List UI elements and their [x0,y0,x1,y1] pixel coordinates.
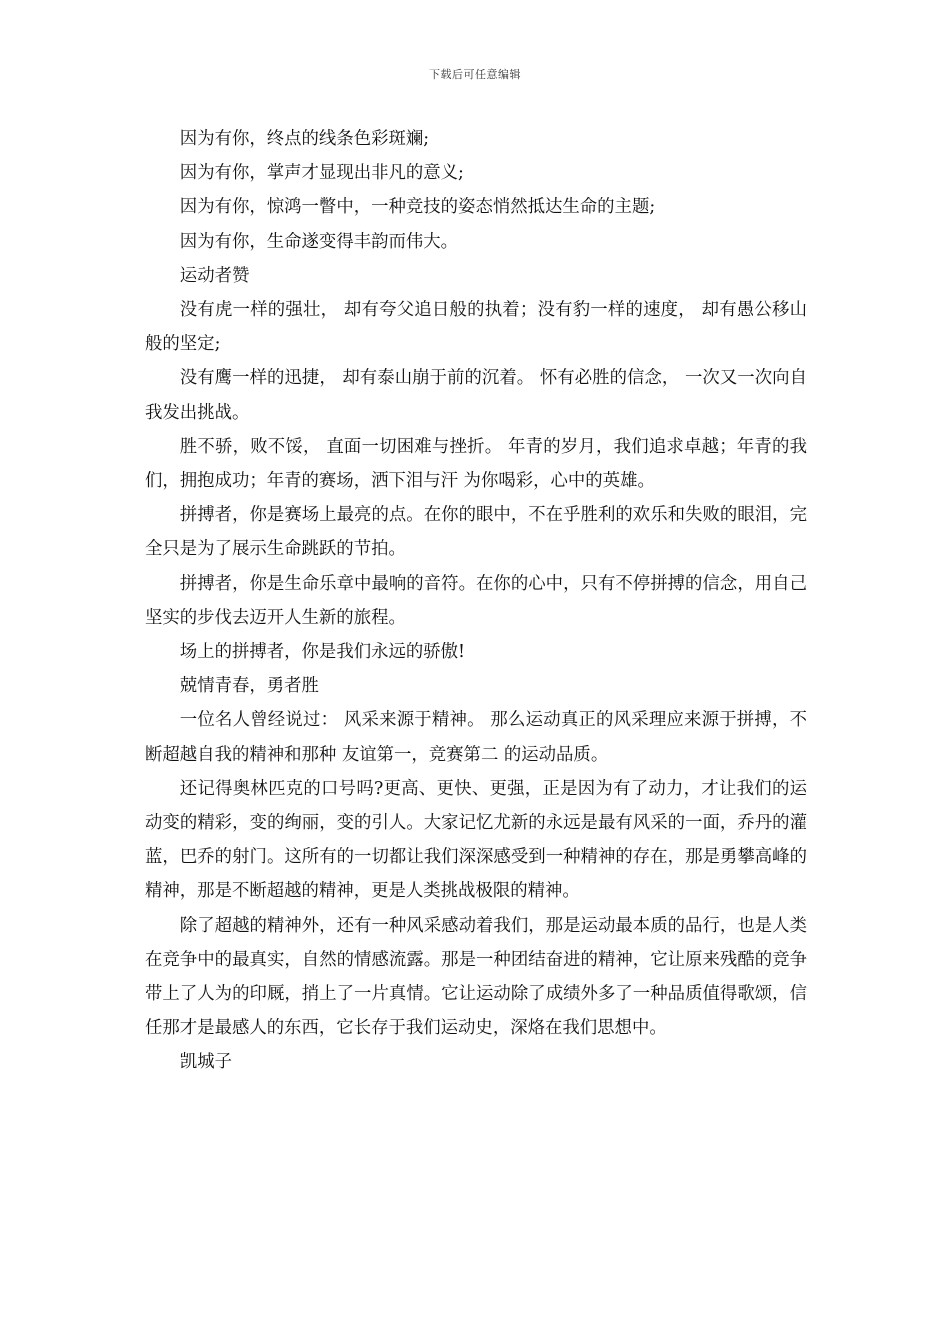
paragraph: 拼搏者，你是生命乐章中最响的音符。在你的心中，只有不停拼搏的信念，用自己坚实的步伐去迈开人生新的旅程。 [145,573,807,628]
paragraph: 没有虎一样的强壮， 却有夸父追日般的执着；没有豹一样的速度， 却有愚公移山般的坚定; [145,300,807,355]
paragraph: 因为有你，生命遂变得丰韵而伟大。 [179,231,459,252]
document-body [145,122,807,1080]
page-header: 下载后可任意编辑 [429,68,521,81]
section-title: 兢情青春，勇者胜 [179,676,319,697]
paragraph: 没有鹰一样的迅捷， 却有泰山崩于前的沉着。 怀有必胜的信念， 一次又一次向自我发出挑战。 [145,368,807,423]
paragraph: 还记得奥林匹克的口号吗?更高、更快、更强，正是因为有了动力，才让我们的运动变的精彩，变的绚丽，变的引人。大家记忆尤新的永远是最有风采的一面，乔丹的灌蓝，巴乔的射门。这所有的一切都让我们深深感受到一种精神的存在，那是勇攀高峰的精神，那是不断超越的精神，更是人类挑战极限的精神。 [145,778,807,902]
section-title: 凯城子 [179,1052,232,1073]
paragraph: 胜不骄，败不馁， 直面一切困难与挫折。 年青的岁月，我们追求卓越；年青的我们，拥抱成功；年青的赛场，洒下泪与汗 为你喝彩，心中的英雄。 [145,436,807,492]
paragraph: 因为有你，惊鸿一瞥中，一种竞技的姿态悄然抵达生命的主题; [179,197,656,218]
paragraph: 因为有你，掌声才显现出非凡的意义; [179,163,464,184]
paragraph: 因为有你，终点的线条色彩斑斓; [179,129,430,149]
paragraph: 拼搏者，你是赛场上最亮的点。在你的眼中，不在乎胜利的欢乐和失败的眼泪，完全只是为了展示生命跳跃的节拍。 [145,505,807,560]
section-title: 运动者赞 [179,265,250,286]
paragraph: 一位名人曾经说过： 风采来源于精神。 那么运动真正的风采理应来源于拼搏，不断超越自我的精神和那种 友谊第一，竞赛第二 的运动品质。 [145,710,807,765]
paragraph: 除了超越的精神外，还有一种风采感动着我们，那是运动最本质的品行，也是人类在竞争中的最真实，自然的情感流露。那是一种团结奋进的精神，它让原来残酷的竞争带上了人为的印厩，捎上了一片真情。它让运动除了成绩外多了一种品质值得歌颂，信任那才是最感人的东西，它长存于我们运动史，深烙在我们思想中。 [145,915,807,1039]
paragraph: 场上的拼搏者，你是我们永远的骄傲! [179,642,466,663]
